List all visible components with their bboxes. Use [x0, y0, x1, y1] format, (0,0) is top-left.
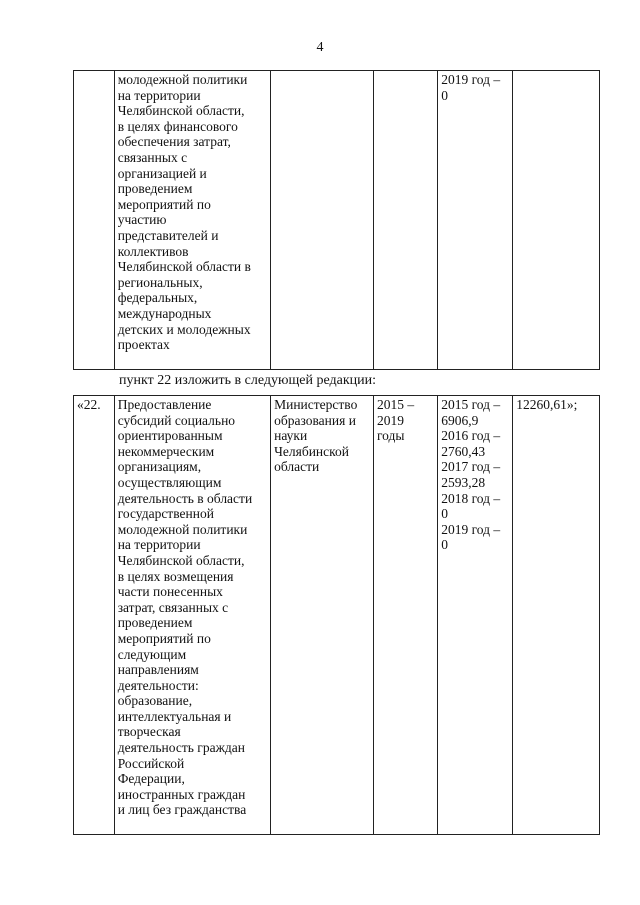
text-line: на территории	[117, 87, 201, 103]
text-line: в целях возмещения	[117, 568, 234, 584]
text-line: деятельность в области	[117, 490, 253, 506]
text-line: государственной	[117, 506, 214, 522]
text-line: на территории	[117, 537, 201, 553]
text-line: деятельность граждан	[117, 740, 245, 756]
text-line: и лиц без гражданства	[117, 802, 247, 818]
text-line: образование,	[117, 693, 193, 709]
text-line: 2593,28	[441, 474, 486, 490]
text-line: 2017 год –	[441, 459, 501, 475]
text-line: организацией и	[117, 165, 207, 181]
cell-period	[373, 71, 437, 370]
text-line: проведением	[117, 181, 193, 197]
text-line: области	[274, 459, 320, 475]
text-line: 2015 –	[376, 397, 415, 412]
page-number: 4	[316, 40, 324, 55]
cell-number: «22.	[74, 396, 115, 835]
table-row	[74, 71, 600, 370]
cell-funding	[438, 396, 513, 835]
text-line: Челябинской области,	[117, 103, 245, 119]
text-line: мероприятий по	[117, 196, 211, 212]
text-line: детских и молодежных	[117, 321, 251, 337]
program-table-item-22	[73, 395, 600, 835]
text-line: 6906,9	[441, 412, 479, 428]
text-line: части понесенных	[117, 584, 223, 600]
text-line: науки	[274, 428, 308, 444]
text-line: в целях финансового	[117, 118, 238, 134]
text-line: 0	[441, 87, 448, 103]
text-line: 2019 год –	[441, 72, 501, 87]
cell-funding	[438, 71, 513, 370]
text-line: направлениям	[117, 662, 199, 678]
text-line: проектах	[117, 337, 170, 353]
text-line: 2016 год –	[441, 428, 501, 444]
text-line: Челябинской	[274, 443, 349, 459]
text-line: осуществляющим	[117, 474, 222, 490]
text-line: 2015 год –	[441, 397, 501, 412]
cell-executor	[271, 71, 374, 370]
text-line: коллективов	[117, 243, 189, 259]
text-line: 2760,43	[441, 443, 486, 459]
text-line: Министерство	[274, 397, 358, 412]
program-table-continuation	[73, 70, 600, 370]
cell-total: 12260,61»;	[513, 396, 600, 835]
text-line: региональных,	[117, 274, 203, 290]
text-line: связанных с	[117, 149, 188, 165]
text-line: молодежной политики	[117, 521, 248, 537]
text-line: международных	[117, 305, 212, 321]
text-line: творческая	[117, 724, 181, 740]
cell-description	[114, 396, 270, 835]
text-line: Российской	[117, 755, 185, 771]
text-line: Предоставление	[117, 397, 212, 412]
text-line: федеральных,	[117, 290, 198, 306]
text-line: затрат, связанных с	[117, 599, 229, 615]
text-line: интеллектуальная и	[117, 708, 232, 724]
cell-total	[513, 71, 600, 370]
text-line: субсидий социально	[117, 412, 236, 428]
text-line: 0	[441, 537, 448, 553]
cell-description	[114, 71, 270, 370]
text-line: некоммерческим	[117, 443, 215, 459]
text-line: Федерации,	[117, 771, 185, 787]
cell-period	[373, 396, 437, 835]
amendment-caption: пункт 22 изложить в следующей редакции:	[119, 373, 376, 388]
text-line: молодежной политики	[117, 72, 248, 87]
text-line: участию	[117, 212, 167, 228]
text-line: мероприятий по	[117, 630, 211, 646]
text-line: 0	[441, 506, 448, 522]
cell-number	[74, 71, 115, 370]
text-line: 2018 год –	[441, 490, 501, 506]
text-line: 2019 годы	[376, 412, 405, 444]
text-line: представителей и	[117, 227, 219, 243]
text-line: Челябинской области,	[117, 552, 245, 568]
text-line: деятельности:	[117, 677, 199, 693]
text-line: обеспечения затрат,	[117, 134, 231, 150]
cell-executor	[271, 396, 374, 835]
text-line: следующим	[117, 646, 187, 662]
text-line: организациям,	[117, 459, 202, 475]
table-row	[74, 396, 600, 835]
text-line: проведением	[117, 615, 193, 631]
text-line: 2019 год –	[441, 521, 501, 537]
text-line: ориентированным	[117, 428, 223, 444]
text-line: образования и	[274, 412, 356, 428]
text-line: Челябинской области в	[117, 259, 251, 275]
text-line: иностранных граждан	[117, 786, 246, 802]
